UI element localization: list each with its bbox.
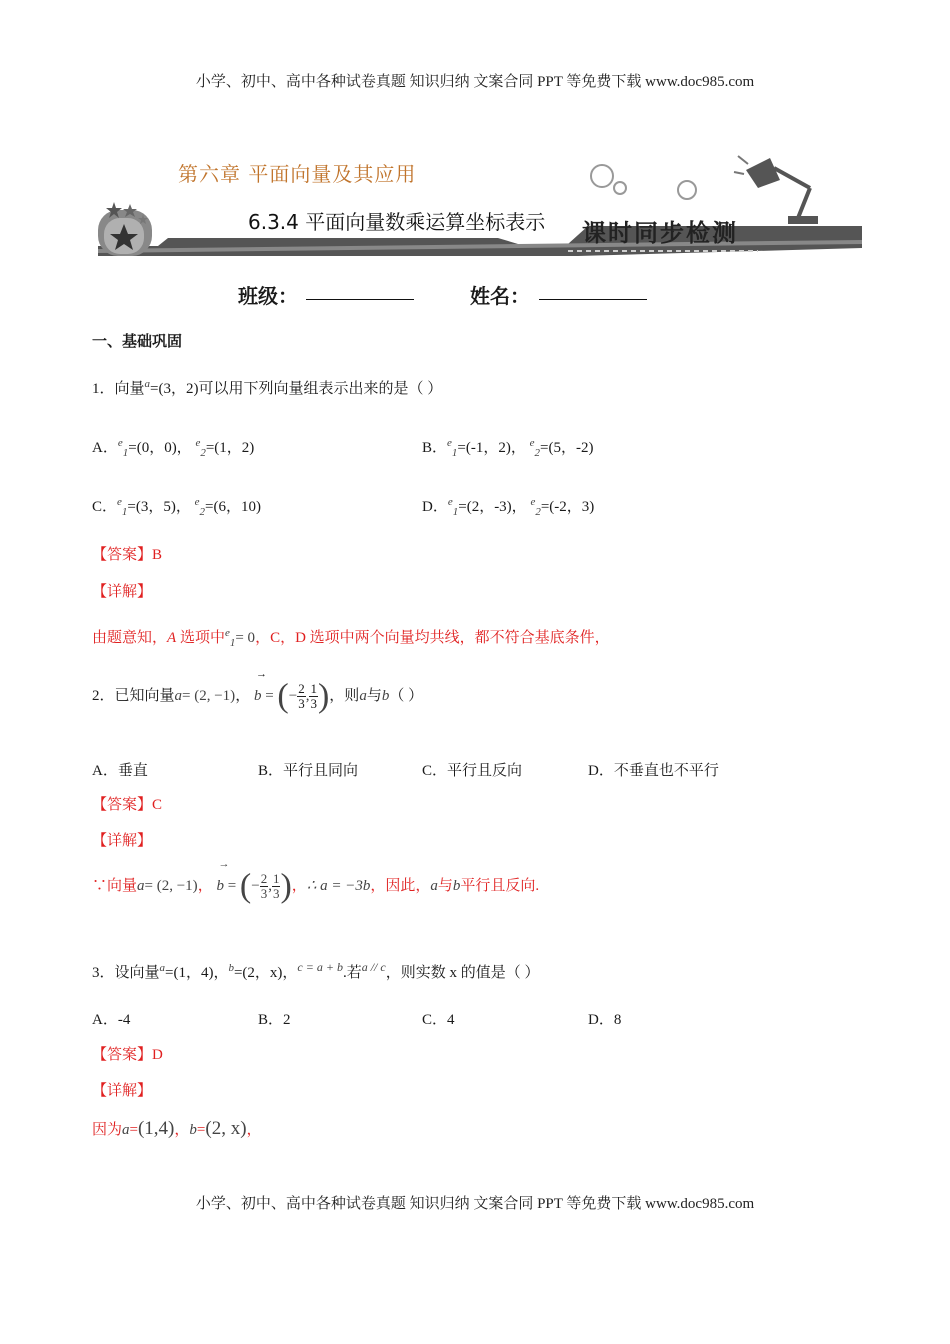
q2-option-b[interactable]: B．平行且同向 <box>258 763 359 779</box>
question-2-stem: 2．已知向量a= (2, −1)， → b = (− $\frac{2}{3}$ , $\frac{1}{3}$ )，则a与b（ ） <box>92 668 424 715</box>
q2-option-a[interactable]: A．垂直 <box>92 763 148 779</box>
bubble-icon <box>591 165 613 187</box>
section-heading: 一、基础巩固 <box>92 332 183 350</box>
q1-option-c[interactable]: C．$^e_1$=(3，5)， $^e_2$=(6，10) <box>92 496 261 518</box>
q3-detail-label: 【详解】 <box>92 1083 153 1099</box>
name-input-line[interactable] <box>539 299 647 300</box>
q3-explanation: 因为a=(1,4)，b=(2, x)， <box>92 1118 262 1139</box>
q1-explanation: 由题意知，A 选项中$^e_1$= 0，C，D 选项中两个向量均共线，都不符合基底条件， <box>92 627 610 649</box>
q1-answer: 【答案】B <box>92 547 163 563</box>
q2-explanation: ∵向量a= (2, −1)， → b = (− $\frac{2}{3}$ , $\frac{1}{3}$ )，∴ a = −3b，因此，a与b平行且反向. <box>92 858 540 905</box>
name-label: 姓名： <box>470 284 530 308</box>
q2-detail-label: 【详解】 <box>92 833 153 849</box>
page-footer: 小学、初中、高中各种试卷真题 知识归纳 文案合同 PPT 等免费下载 www.doc985.com <box>195 1196 755 1212</box>
class-label: 班级： <box>238 284 298 308</box>
chapter-title: 第六章 平面向量及其应用 <box>178 162 417 186</box>
q3-option-d[interactable]: D．8 <box>588 1012 622 1028</box>
q3-option-a[interactable]: A．-4 <box>92 1012 131 1028</box>
q2-option-d[interactable]: D．不垂直也不平行 <box>588 763 719 779</box>
desk-lamp-icon <box>734 156 818 224</box>
class-input-line[interactable] <box>306 299 414 300</box>
brand-title: 课时同步检测 <box>582 218 738 247</box>
q3-option-c[interactable]: C．4 <box>422 1012 455 1028</box>
q2-option-c[interactable]: C．平行且反向 <box>422 763 523 779</box>
q1-detail-label: 【详解】 <box>92 584 153 600</box>
lesson-title: 6.3.4 平面向量数乘运算坐标表示 <box>248 210 546 234</box>
question-3-stem: 3．设向量$^a$=(1，4)，$^b$=(2，x)，$^{c = a + b}$.若$^{a // c}$，则实数 x 的值是（ ） <box>92 960 540 981</box>
q2-answer: 【答案】C <box>92 797 163 813</box>
page-header: 小学、初中、高中各种试卷真题 知识归纳 文案合同 PPT 等免费下载 www.doc985.com <box>195 74 755 90</box>
q1-option-d[interactable]: D．$^e_1$=(2，-3)， $^e_2$=(-2，3) <box>422 496 595 518</box>
question-1-stem: 1．向量$^a$=(3，2)可以用下列向量组表示出来的是（ ） <box>92 378 443 397</box>
q3-answer: 【答案】D <box>92 1047 163 1063</box>
q3-option-b[interactable]: B．2 <box>258 1012 291 1028</box>
q1-option-a[interactable]: A．$^e_1$=(0，0)， $^e_2$=(1，2) <box>92 437 255 459</box>
q1-option-b[interactable]: B．$^e_1$=(-1，2)， $^e_2$=(5，-2) <box>422 437 594 459</box>
